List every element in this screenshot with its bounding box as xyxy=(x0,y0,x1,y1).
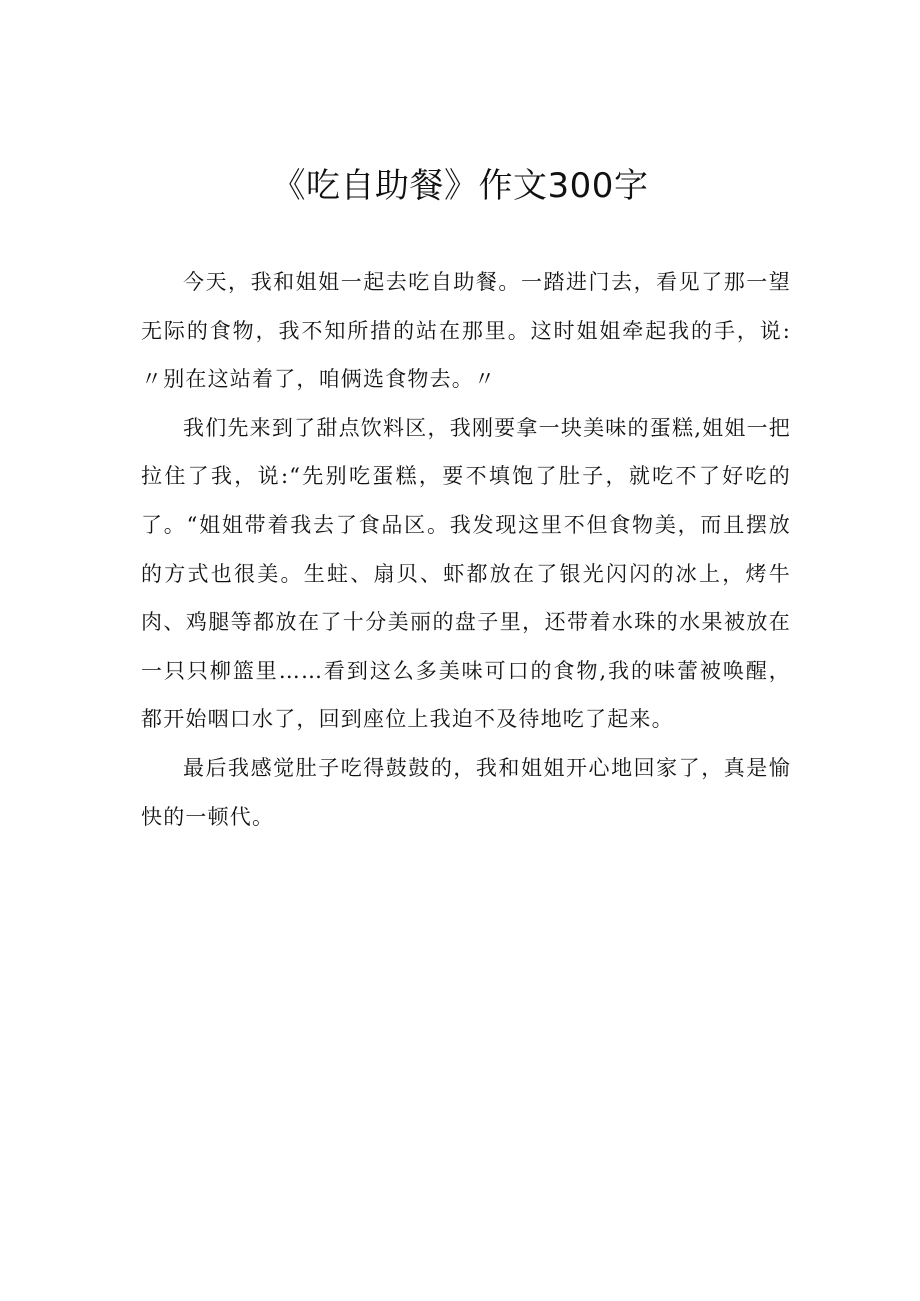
paragraph-1: 今天，我和姐姐一起去吃自助餐。一踏进门去，看见了那一望无际的食物，我不知所措的站在那里。这时姐姐牵起我的手，说:〃别在这站着了，咱俩选食物去。〃 xyxy=(141,270,791,392)
paragraph-2: 我们先来到了甜点饮料区，我刚要拿一块美味的蛋糕,姐姐一把拉住了我，说:“先别吃蛋糕，要不填饱了肚子，就吃不了好吃的了。“姐姐带着我去了食品区。我发现这里不但食物美，而且摆放的方式也很美。生蛀、扇贝、虾都放在了银光闪闪的冰上，烤牛肉、鸡腿等都放在了十分美丽的盘子里，还带着水珠的水果被放在一只只柳篮里……看到这么多美味可口的食物,我的味蕾被唤醒，都开始咽口水了，回到座位上我迫不及待地吃了起来。 xyxy=(141,415,791,732)
document-body xyxy=(141,258,791,841)
paragraph-3: 最后我感觉肚子吃得鼓鼓的，我和姐姐开心地回家了，真是愉快的一顿代。 xyxy=(141,755,791,829)
document-title: 《吃自助餐》作文300字 xyxy=(271,166,649,206)
